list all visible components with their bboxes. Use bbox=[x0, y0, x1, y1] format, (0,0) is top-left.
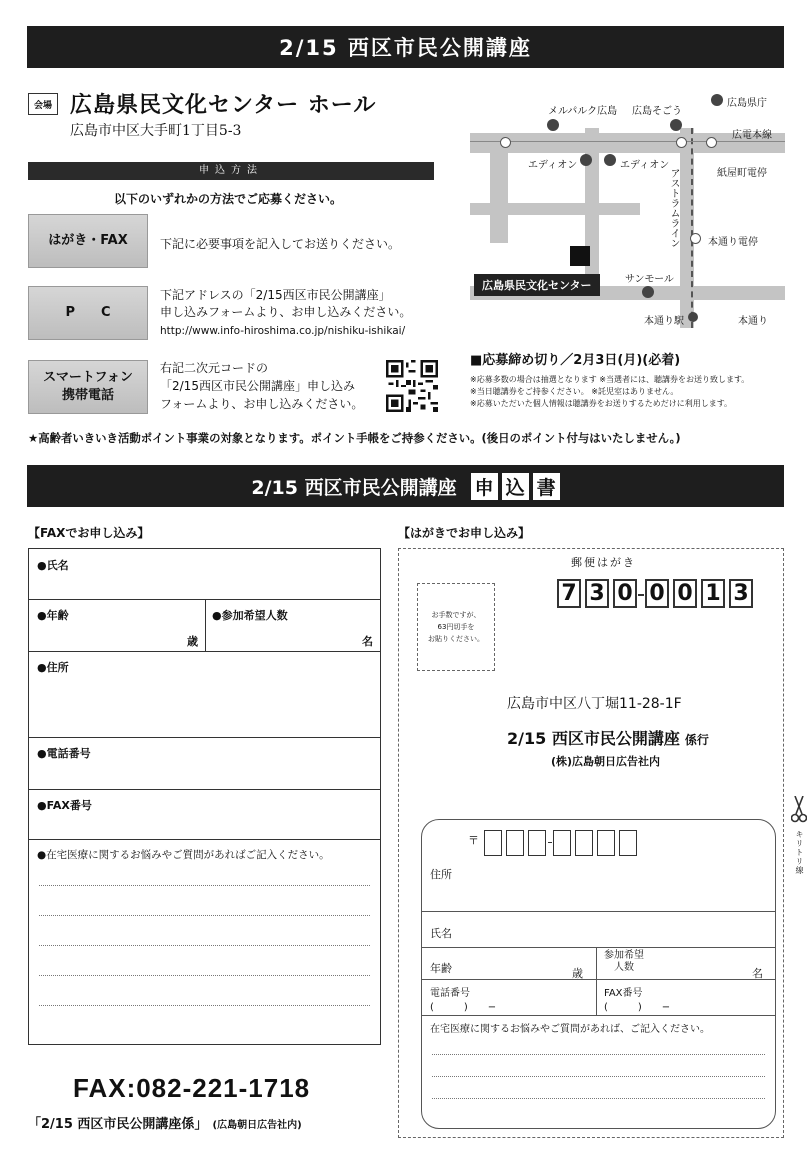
method-postcard-fax-desc: 下記に必要事項を記入してお送りください。 bbox=[160, 237, 401, 251]
method-pc-desc-line1: 下記アドレスの「2/15西区市民公開講座」 bbox=[160, 288, 391, 302]
sender-people-unit: 名 bbox=[752, 967, 763, 980]
fax-number: FAX:082-221-1718 bbox=[73, 1073, 311, 1103]
sender-people-label1: 参加希望 bbox=[604, 950, 644, 961]
method-mobile-label bbox=[28, 360, 148, 414]
fax-name-field[interactable] bbox=[29, 549, 380, 600]
deadline-notes bbox=[470, 374, 749, 410]
write-line bbox=[432, 1054, 765, 1055]
method-pc-url[interactable]: http://www.info-hiroshima.co.jp/nishiku-ishikai/ bbox=[160, 325, 406, 337]
map-road bbox=[470, 203, 640, 215]
page-title: 2/15 西区市民公開講座 bbox=[279, 36, 532, 60]
deadline-note: ※応募多数の場合は抽選となります ※当選者には、聴講券をお送り致します。 bbox=[470, 375, 750, 384]
sender-box bbox=[421, 819, 776, 1129]
zip-digit: 0 bbox=[673, 579, 697, 608]
postcard-dest bbox=[507, 726, 709, 749]
edion2-marker-icon bbox=[604, 154, 616, 166]
map-label-kencho: 広島県庁 bbox=[727, 98, 767, 109]
postcard-dest-main: 2/15 西区市民公開講座 bbox=[507, 729, 680, 748]
deadline: ■応募締め切り／2月3日(月)(必着) bbox=[470, 353, 681, 368]
points-notice: ★高齢者いきいき活動ポイント事業の対象となります。ポイント手帳をご持参ください。(後日のポイント付与はいたしません。) bbox=[28, 431, 681, 445]
zip-separator bbox=[638, 594, 644, 596]
fax-fax-label: ●FAX番号 bbox=[37, 799, 92, 812]
method-mobile-desc-line2: 「2/15西区市民公開講座」申し込み bbox=[160, 379, 355, 393]
method-postcard-fax-label bbox=[28, 214, 148, 268]
fax-form-heading: 【FAXでお申し込み】 bbox=[28, 526, 150, 540]
write-line bbox=[39, 945, 370, 946]
fax-address-label: ●住所 bbox=[37, 661, 69, 674]
form-bar-title: 2/15 西区市民公開講座 bbox=[251, 476, 457, 499]
sender-age-label: 年齢 bbox=[430, 962, 452, 975]
method-mobile-text1: スマートフォン bbox=[43, 370, 133, 386]
zip-digit: 3 bbox=[729, 579, 753, 608]
astram-line bbox=[691, 128, 693, 328]
hondori-station-marker-icon bbox=[688, 312, 698, 322]
sender-zip-box[interactable] bbox=[528, 830, 546, 856]
sender-address-label: 住所 bbox=[430, 868, 452, 881]
sender-people-label2: 人数 bbox=[614, 962, 634, 973]
sender-zip-box[interactable] bbox=[597, 830, 615, 856]
venue-name: 広島県民文化センター ホール bbox=[70, 93, 377, 118]
fax-question-label: ●在宅医療に関するお悩みやご質問があればご記入ください。 bbox=[37, 849, 330, 861]
sender-age-unit: 歳 bbox=[572, 967, 583, 980]
map-label-edion1: エディオン bbox=[528, 160, 578, 171]
map-label-hondori: 本通り bbox=[738, 316, 768, 327]
map-road bbox=[490, 133, 508, 243]
sender-zip-box[interactable] bbox=[553, 830, 571, 856]
venue-address: 広島市中区大手町1丁目5-3 bbox=[70, 123, 242, 139]
sender-fax-label: FAX番号 bbox=[604, 988, 643, 999]
fax-age-unit: 歳 bbox=[187, 635, 198, 648]
method-postcard-fax-text: はがき・FAX bbox=[48, 233, 128, 249]
station-icon bbox=[500, 137, 511, 148]
qr-code-icon[interactable] bbox=[386, 360, 438, 412]
apply-intro: 以下のいずれかの方法でご応募ください。 bbox=[114, 192, 343, 206]
fax-address-field[interactable] bbox=[29, 652, 380, 738]
stamp-area bbox=[417, 583, 495, 671]
fax-tel-label: ●電話番号 bbox=[37, 747, 91, 760]
station-icon bbox=[690, 233, 701, 244]
zip-digit: 0 bbox=[613, 579, 637, 608]
postcard-heading: 【はがきでお申し込み】 bbox=[398, 526, 531, 540]
write-line bbox=[39, 885, 370, 886]
postcard-address: 広島市中区八丁堀11-28-1F bbox=[507, 696, 682, 712]
venue-map bbox=[470, 88, 785, 328]
header-bar bbox=[27, 26, 784, 68]
cut-line-label: キリトリ線 bbox=[795, 830, 804, 875]
fax-question-field[interactable] bbox=[29, 840, 380, 1044]
fax-name-label: ●氏名 bbox=[37, 559, 69, 572]
write-line bbox=[432, 1098, 765, 1099]
sender-address-field[interactable] bbox=[422, 860, 775, 912]
method-mobile-desc-line3: フォームより、お申し込みください。 bbox=[160, 397, 364, 411]
zip-digit: 1 bbox=[701, 579, 725, 608]
sogo-marker-icon bbox=[670, 119, 682, 131]
method-pc-desc-line2: 申し込みフォームより、お申し込みください。 bbox=[160, 305, 412, 319]
venue-tag: 会場 bbox=[28, 93, 58, 115]
write-line bbox=[432, 1076, 765, 1077]
map-label-edion2: エディオン bbox=[620, 160, 670, 171]
zip-digit: 0 bbox=[645, 579, 669, 608]
station-icon bbox=[676, 137, 687, 148]
fax-destination-sub: (広島朝日広告社内) bbox=[212, 1120, 302, 1131]
scissors-icon bbox=[791, 796, 807, 824]
sender-zip-box[interactable] bbox=[484, 830, 502, 856]
map-label-center: 広島県民文化センター bbox=[474, 274, 600, 296]
map-label-kamiyacho: 紙屋町電停 bbox=[717, 168, 767, 179]
sender-name-field[interactable] bbox=[422, 912, 775, 948]
sender-question-field[interactable] bbox=[422, 1016, 775, 1129]
postcard-title: 郵便はがき bbox=[571, 556, 636, 569]
deadline-note: ※当日聴講券をご持参ください。 ※託児室はありません。 bbox=[470, 387, 679, 396]
stamp-text: お手数ですが、 bbox=[431, 611, 481, 619]
fax-destination bbox=[28, 1113, 302, 1132]
sender-tel-label: 電話番号 bbox=[430, 988, 470, 999]
edion1-marker-icon bbox=[580, 154, 592, 166]
sender-zip-box[interactable] bbox=[575, 830, 593, 856]
stamp-text: 63円切手を bbox=[437, 622, 475, 631]
form-bar-char: 書 bbox=[533, 473, 560, 500]
map-label-melparque: メルパルク広島 bbox=[548, 106, 618, 117]
postcard bbox=[398, 548, 784, 1138]
sender-zip-box[interactable] bbox=[619, 830, 637, 856]
map-label-hondori-stn: 本通り駅 bbox=[644, 316, 684, 327]
stamp-text: お貼りください。 bbox=[428, 634, 484, 643]
zip-separator bbox=[548, 842, 552, 843]
hiroden-line bbox=[470, 141, 785, 142]
form-bar-char: 申 bbox=[471, 473, 498, 500]
sender-fax-format: ( ) − bbox=[604, 1002, 671, 1013]
method-mobile-desc-line1: 右記二次元コードの bbox=[160, 361, 269, 375]
melparque-marker-icon bbox=[547, 119, 559, 131]
venue-marker-icon bbox=[570, 246, 590, 266]
sender-name-label: 氏名 bbox=[430, 927, 452, 940]
fax-age-label: ●年齢 bbox=[37, 609, 69, 622]
station-icon bbox=[706, 137, 717, 148]
fax-destination-main: 「2/15 西区市民公開講座係」 bbox=[28, 1117, 208, 1132]
zip-digit: 3 bbox=[585, 579, 609, 608]
map-label-sunmall: サンモール bbox=[625, 274, 674, 285]
method-mobile-desc bbox=[160, 359, 363, 413]
map-label-hondori-stop: 本通り電停 bbox=[708, 237, 758, 248]
sender-question-label: 在宅医療に関するお悩みやご質問があれば、ご記入ください。 bbox=[430, 1024, 710, 1035]
zip-digit: 7 bbox=[557, 579, 581, 608]
write-line bbox=[39, 975, 370, 976]
sunmall-marker-icon bbox=[642, 286, 654, 298]
sender-tel-format: ( ) − bbox=[430, 1002, 497, 1013]
method-mobile-text2: 携帯電話 bbox=[61, 388, 114, 403]
apply-bar-label: 申込方法 bbox=[199, 165, 263, 176]
apply-bar bbox=[28, 162, 434, 180]
kencho-marker-icon bbox=[711, 94, 723, 106]
deadline-note: ※応募いただいた個人情報は聴講券をお送りするためだけに利用します。 bbox=[470, 399, 733, 408]
method-pc-text: P C bbox=[65, 305, 111, 321]
write-line bbox=[39, 915, 370, 916]
map-label-hiroden: 広電本線 bbox=[732, 130, 772, 141]
map-label-astram: アストラムライン bbox=[668, 168, 679, 248]
fax-people-label: ●参加希望人数 bbox=[212, 609, 288, 622]
postcard-dest-suffix: 係行 bbox=[684, 733, 709, 747]
sender-zip-box[interactable] bbox=[506, 830, 524, 856]
postcard-company: (株)広島朝日広告社内 bbox=[551, 755, 661, 768]
fax-people-unit: 名 bbox=[362, 635, 373, 648]
form-bar-char: 込 bbox=[502, 473, 529, 500]
write-line bbox=[39, 1005, 370, 1006]
method-pc-desc bbox=[160, 287, 411, 340]
form-bar bbox=[27, 465, 784, 507]
sender-postal-mark: 〒 bbox=[468, 834, 479, 847]
sender-people-label bbox=[604, 950, 644, 974]
map-label-sogo: 広島そごう bbox=[632, 106, 682, 117]
method-pc-label bbox=[28, 286, 148, 340]
fax-form bbox=[28, 548, 381, 1045]
